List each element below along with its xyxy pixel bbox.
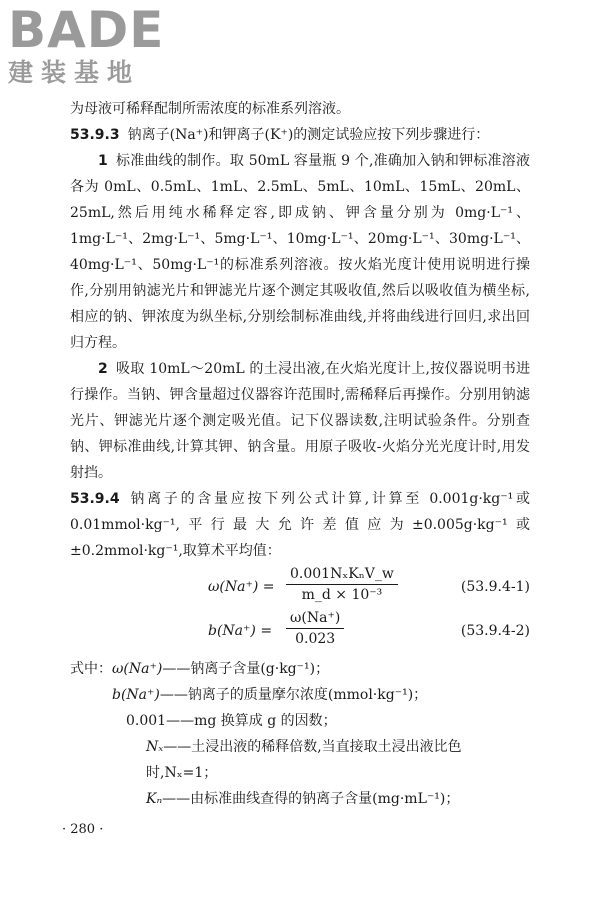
item-number: 1 xyxy=(98,153,108,169)
page-number: · 280 · xyxy=(62,822,104,837)
formula-2 xyxy=(70,608,530,652)
formula-numerator: 0.001NₓKₙV_w xyxy=(286,564,398,585)
definition-term: ω(Na⁺) xyxy=(112,661,163,677)
formula-denominator: 0.023 xyxy=(295,631,336,647)
definition-desc: ——土浸出液的稀释倍数,当直接取土浸出液比色时,Nₓ=1； xyxy=(146,739,462,781)
definition-term: b(Na⁺) xyxy=(112,687,160,703)
formula-numerator: ω(Na⁺) xyxy=(286,608,344,629)
section-number: 53.9.4 xyxy=(70,491,120,507)
formula-lhs: b(Na⁺) = xyxy=(208,623,273,639)
definition-row xyxy=(70,682,530,708)
definitions xyxy=(70,656,530,812)
definition-row xyxy=(70,786,530,812)
definition-desc: ——由标准曲线查得的钠离子含量(mg·mL⁻¹)； xyxy=(162,791,460,807)
definition-term: Kₙ xyxy=(146,791,163,807)
formula-denominator: m_d × 10⁻³ xyxy=(301,587,383,603)
document-body xyxy=(70,96,530,812)
section-title: 钠离子(Na⁺)和钾离子(K⁺)的测定试验应按下列步骤进行： xyxy=(127,127,490,143)
logo-brand: BADE xyxy=(8,1,165,59)
formula-1 xyxy=(70,564,530,608)
where-label: 式中： xyxy=(70,661,112,677)
definition-desc: ——钠离子含量(g·kg⁻¹)； xyxy=(162,661,330,677)
formula-lhs: ω(Na⁺) = xyxy=(208,579,275,595)
item-number: 2 xyxy=(98,361,108,377)
definition-row xyxy=(70,708,530,734)
section-53-9-3 xyxy=(70,122,530,148)
equation-number: (53.9.4-1) xyxy=(460,579,530,595)
item-text: 标准曲线的制作。取 50mL 容量瓶 9 个,准确加入钠和钾标准溶液各为 0mL、0.5mL、1mL、2.5mL、5mL、10mL、15mL、20mL、25mL,然后用纯水稀释定容,即成钠、钾含量分别为 0mg·L⁻¹、1mg·L⁻¹、2mg·L⁻¹、5mg·L⁻¹、10mg·L⁻¹、20mg·L⁻¹、30mg·L⁻¹、40mg·L⁻¹、50mg·L⁻¹的标准系列溶液。按火焰光度计使用说明进行操作,分别用钠滤光片和钾滤光片逐个测定其吸收值,然后以吸收值为横坐标,相应的钠、钾浓度为纵坐标,分别绘制标准曲线,并将曲线进行回归,求出回归方程。 xyxy=(70,153,530,351)
formula-fraction xyxy=(286,608,344,649)
definition-term: Nₓ xyxy=(146,739,164,755)
section-text: 钠离子的含量应按下列公式计算,计算至 0.001g·kg⁻¹或 0.01mmol·kg⁻¹,平行最大允许差值应为±0.005g·kg⁻¹或±0.2mmol·kg⁻¹,取算术平均值： xyxy=(70,491,530,559)
section-number: 53.9.3 xyxy=(70,127,120,143)
equation-number: (53.9.4-2) xyxy=(460,623,530,639)
definition-desc: ——钠离子的质量摩尔浓度(mmol·kg⁻¹)； xyxy=(159,687,428,703)
formula-fraction xyxy=(286,564,398,605)
intro-line: 为母液可稀释配制所需浓度的标准系列溶液。 xyxy=(70,101,350,117)
item-text: 吸取 10mL～20mL 的土浸出液,在火焰光度计上,按仪器说明书进行操作。当钠、钾含量超过仪器容许范围时,需稀释后再操作。分别用钠滤光片、钾滤光片逐个测定吸光值。记下仪器读数,注明试验条件。分别查钠、钾标准曲线,计算其钾、钠含量。用原子吸收-火焰分光光度计时,用发射挡。 xyxy=(70,361,530,481)
section-53-9-4 xyxy=(70,486,530,564)
definition-term: 0.001 xyxy=(126,713,167,729)
item-2 xyxy=(70,356,530,486)
definition-row xyxy=(70,734,530,786)
definition-row xyxy=(70,656,530,682)
definition-desc: ——mg 换算成 g 的因数； xyxy=(166,713,337,729)
logo-subtitle: 建装基地 xyxy=(8,58,141,87)
item-1 xyxy=(70,148,530,356)
logo xyxy=(8,1,165,88)
